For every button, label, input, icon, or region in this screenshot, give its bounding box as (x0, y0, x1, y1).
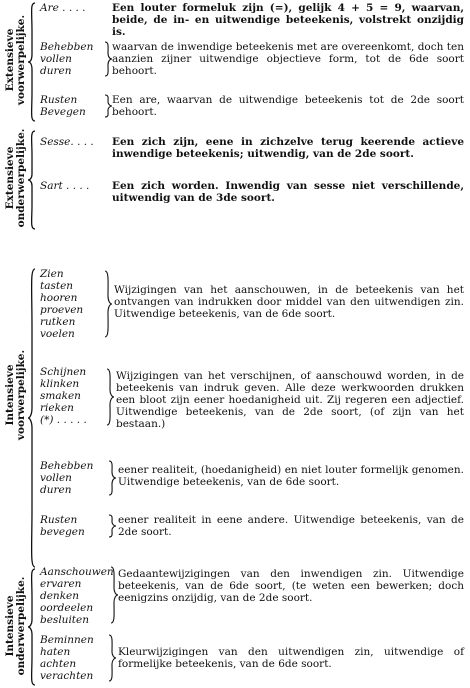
entry-definition: Een zich zijn, eene in zichzelve terug keerende actieve inwendige beteekenis; uitwendig, van de 2de soort. (112, 136, 464, 160)
section-label-line: Extensieve (3, 28, 16, 92)
entry-definition: Wijzigingen van het aanschouwen, in de beteekenis van het ontvangen van indrukken door middel van den uitwendigen zin. Uitwendige beteekenis, van de 6de soort. (114, 284, 464, 320)
entry-word: Behebben (40, 460, 94, 472)
entry-word: Sesse. . . . (40, 136, 94, 148)
section-label-extensieve-voorwerpelijke (5, 15, 27, 105)
entry-word: verachten (40, 670, 94, 682)
entry-brace (108, 514, 116, 538)
entry-word: denken (40, 590, 80, 602)
entry-definition: Kleurwijzigingen van den uitwendigen zin, uitwendige of formelijke beteekenis, van de 6de soort. (118, 646, 464, 670)
entry-definition: waarvan de inwendige beteekenis met are overeenkomt, doch ten aanzien zijner uitwendige objectieve form, tot de 6de soort behoort. (112, 41, 464, 77)
entry-definition: Wijzigingen van het verschijnen, of aanschouwd worden, in de beteekenis van indruk geven. Alle deze werkwoorden drukken een bloot zijn eener hoedanigheid uit. Zij regeren een adjectief. Uitwendige beteekenis, van de 2de soort, (of zijn van het bestaan.) (116, 370, 464, 430)
entry-word: rieken (40, 402, 74, 414)
entry-word: proeven (40, 304, 84, 316)
entry-word: bevegen (40, 526, 85, 538)
entry-word: smaken (40, 390, 81, 402)
section-label-line: onderwerpelijke. (15, 576, 27, 676)
section-label-line: Intensieve (3, 595, 16, 657)
entry-definition: Gedaantewijzigingen van den inwendigen zin. Uitwendige beteekenis, van de 6de soort, (te weten een bewerken; doch eenigzins onzijdig, van de 2de soort. (118, 568, 464, 604)
entry-word: (*) . . . . . (40, 414, 87, 426)
entry-words (40, 268, 83, 340)
entry-word: oordeelen (40, 602, 94, 614)
entry-word: vollen (40, 472, 72, 484)
entry-word: duren (40, 484, 72, 496)
entry-word: rutken (40, 316, 76, 328)
entry-word: klinken (40, 378, 80, 390)
entry-brace (104, 270, 112, 338)
entry-brace (106, 368, 114, 426)
entry-words (40, 566, 114, 626)
entry-brace (104, 94, 112, 118)
section-label-intensieve-voorwerpelijke (5, 350, 27, 440)
section-brace (28, 130, 36, 230)
entry-word: Zien (40, 268, 64, 280)
entry-word: besluiten (40, 614, 89, 626)
entry-word: Are . . . . (40, 2, 86, 14)
entry-definition: Een zich worden. Inwendig van sesse niet verschillende, uitwendig van de 3de soort. (112, 180, 464, 204)
entry-words (40, 94, 86, 118)
entry-word: tasten (40, 280, 74, 292)
entry-word: ervaren (40, 578, 82, 590)
entry-words (40, 514, 85, 538)
entry-word: haten (40, 646, 71, 658)
entry-word: Rusten (40, 94, 78, 106)
entry-word: achten (40, 658, 77, 670)
entry-words (40, 366, 87, 426)
section-label-line: Intensieve (3, 364, 16, 426)
entry-words (40, 41, 93, 77)
entry-definition: Een are, waarvan de uitwendige beteekenis tot de 2de soort behoort. (112, 94, 464, 118)
entry-word: Behebben (40, 41, 94, 53)
entry-word: Rusten (40, 514, 78, 526)
entry-word: hooren (40, 292, 78, 304)
section-label-line: voorwerpelijke. (15, 14, 27, 106)
entry-words (40, 634, 94, 682)
section-brace (28, 268, 36, 568)
entry-brace (108, 460, 116, 496)
entry-word: Beminnen (40, 634, 94, 646)
entry-words (40, 460, 93, 496)
entry-word: vollen (40, 53, 72, 65)
section-label-line: Extensieve (3, 146, 16, 210)
entry-word: voelen (40, 328, 75, 340)
entry-word: Aanschouwen (40, 566, 114, 578)
entry-brace (110, 566, 118, 624)
section-label-intensieve-onderwerpelijke (5, 577, 27, 676)
entry-word: duren (40, 65, 72, 77)
entry-definition: eener realiteit, (hoedanigheid) en niet louter formelijk genomen. Uitwendige beteekenis, van de 6de soort. (118, 464, 464, 488)
section-brace (28, 568, 36, 686)
entry-definition: eener realiteit in eene andere. Uitwendige beteekenis, van de 2de soort. (118, 514, 464, 538)
entry-word: Bevegen (40, 106, 86, 118)
entry-brace (104, 41, 112, 77)
entry-word: Schijnen (40, 366, 87, 378)
section-brace (28, 2, 36, 122)
section-label-line: onderwerpelijke. (15, 128, 27, 228)
section-label-line: voorwerpelijke. (15, 349, 27, 441)
entry-brace (108, 634, 116, 682)
entry-word: Sart . . . . (40, 180, 90, 192)
section-label-extensieve-onderwerpelijke (5, 129, 27, 228)
entry-definition: Een louter formeluk zijn (=), gelijk 4 + 5 = 9, waarvan, beide, de in- en uitwendige beteekenis, volstrekt onzijdig is. (112, 2, 464, 38)
